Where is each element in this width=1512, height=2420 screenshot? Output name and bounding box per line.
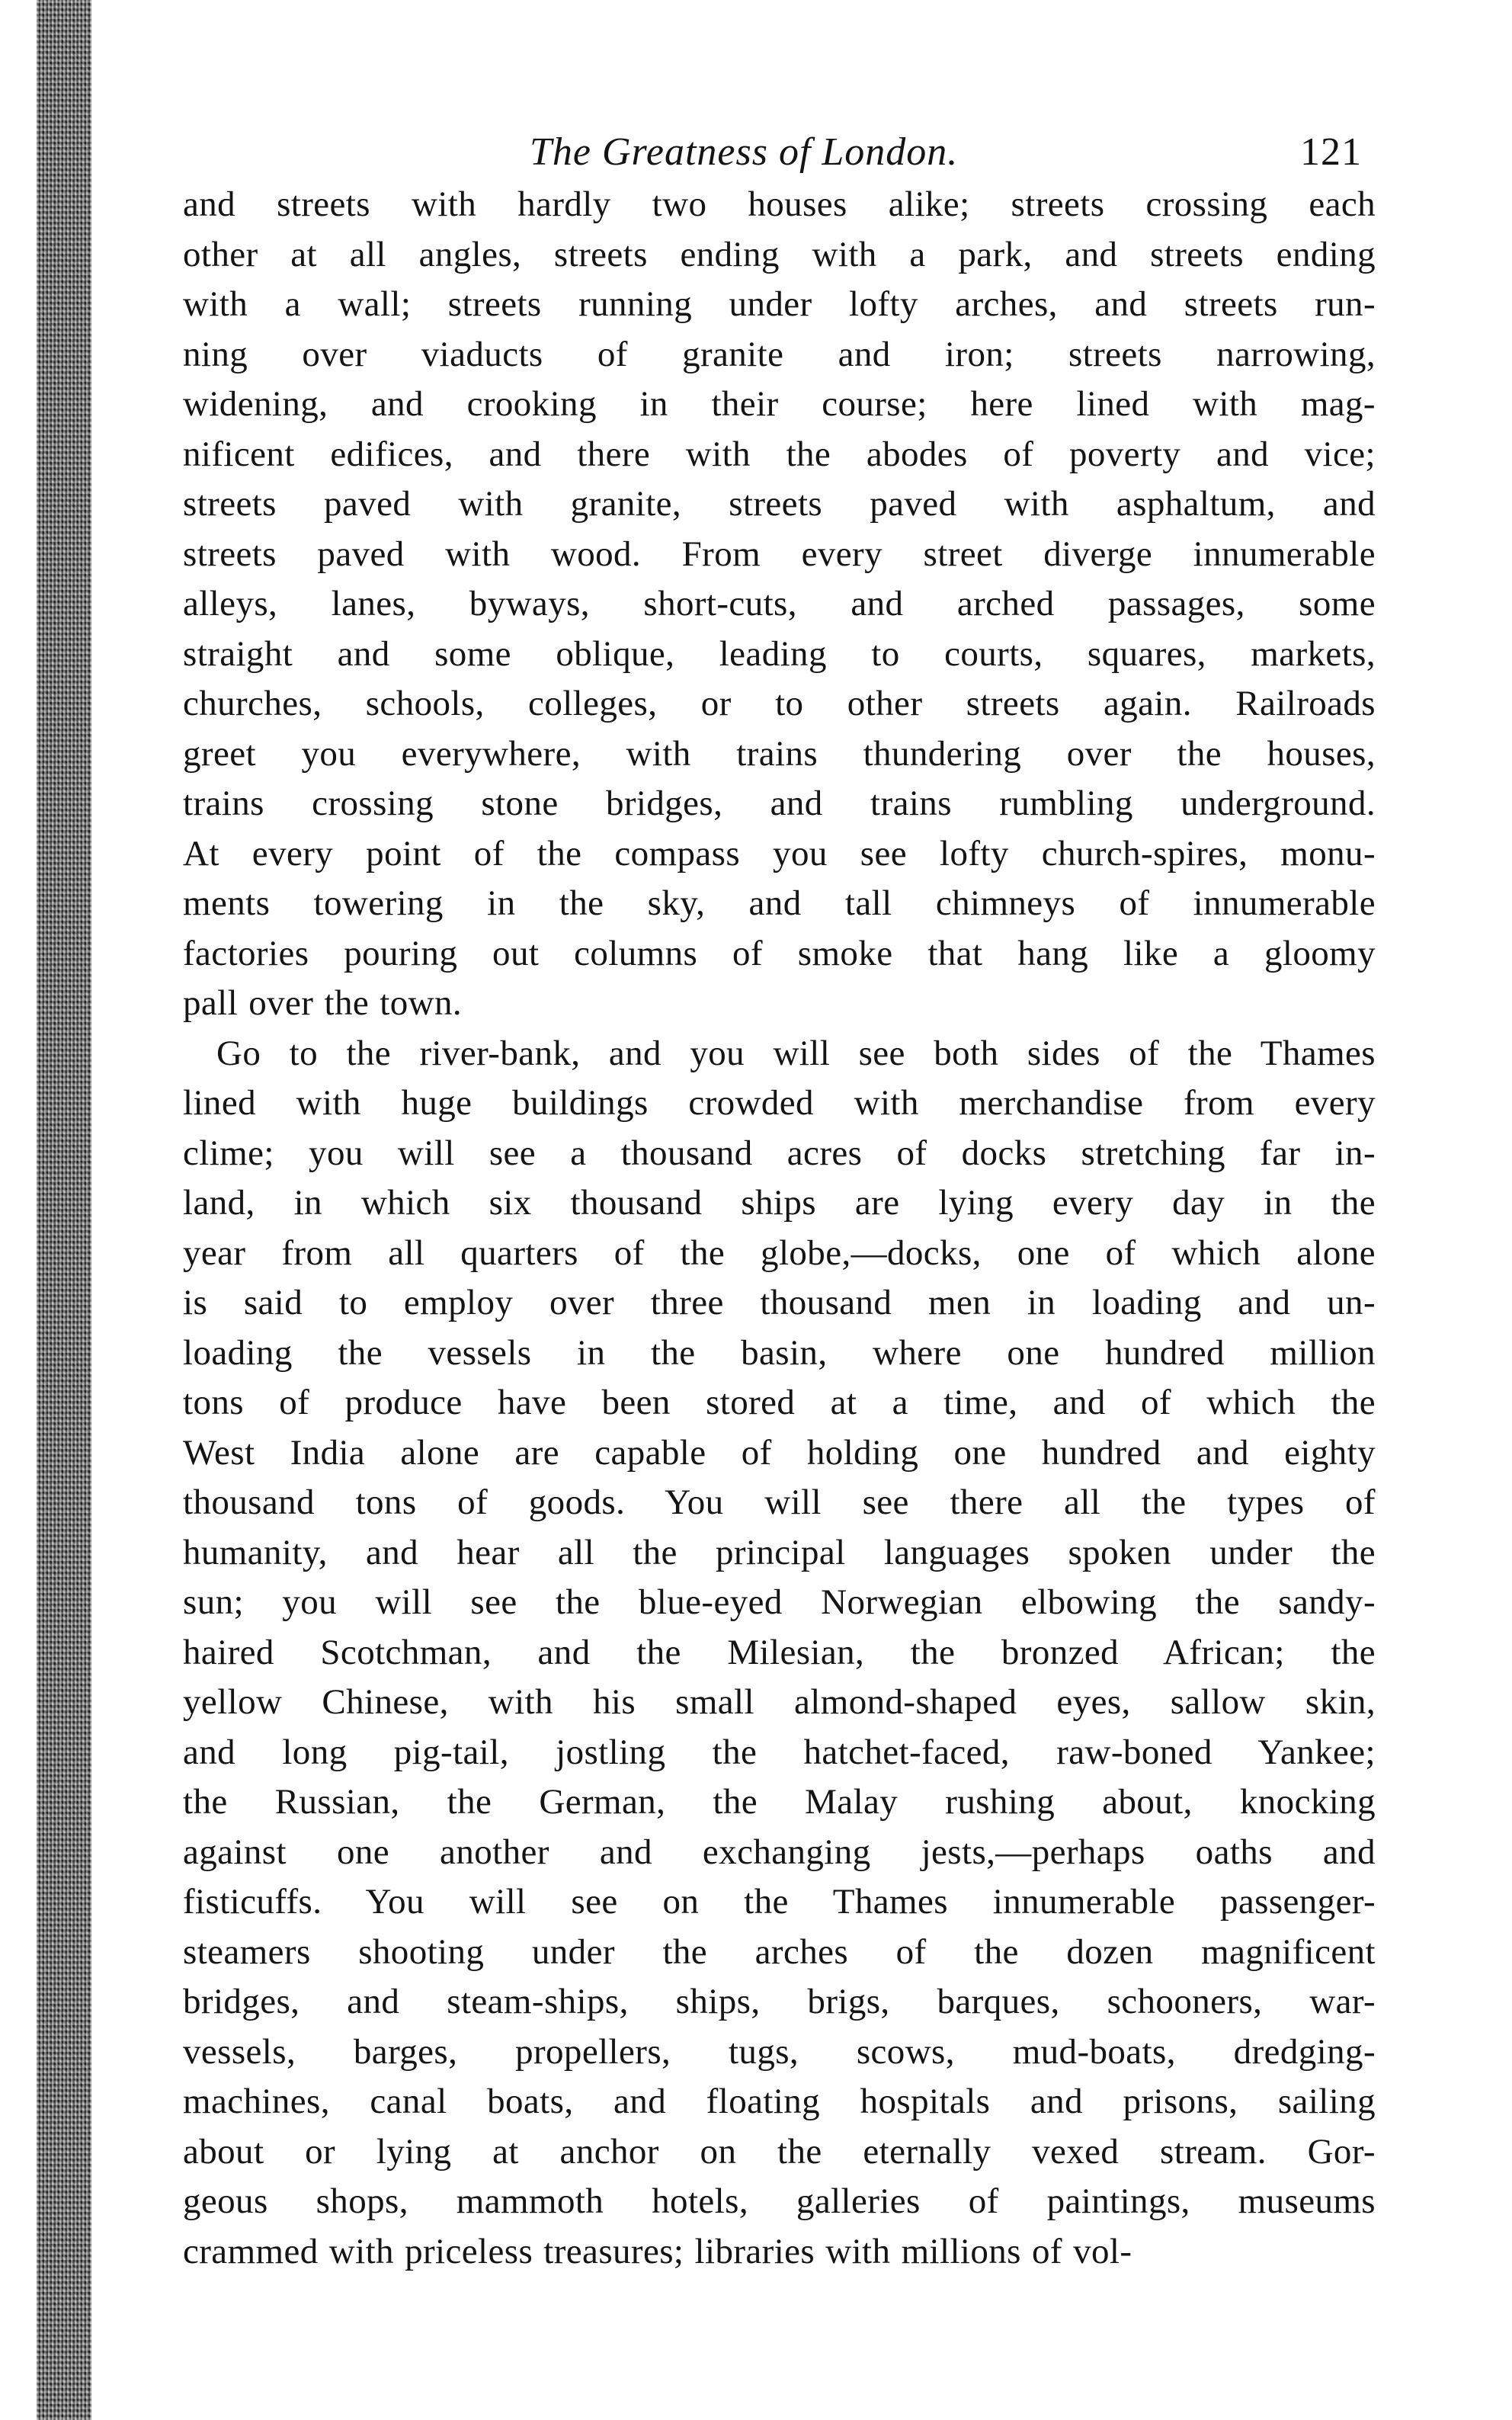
text-line: and streets with hardly two houses alike; streets crossing each xyxy=(183,184,1376,224)
text-line: steamers shooting under the arches of the dozen magnificent xyxy=(183,1931,1376,1972)
text-line: streets paved with granite, streets paved with asphaltum, and xyxy=(183,484,1376,524)
page-number: 121 xyxy=(1300,130,1362,174)
text-line: nificent edifices, and there with the abodes of poverty and vice; xyxy=(183,434,1376,474)
text-line: year from all quarters of the globe,—docks, one of which alone xyxy=(183,1232,1376,1273)
text-line: At every point of the compass you see lofty church-spires, monu- xyxy=(183,833,1376,873)
text-line: the Russian, the German, the Malay rushing about, knocking xyxy=(183,1782,1376,1822)
text-line: fisticuffs. You will see on the Thames innumerable passenger- xyxy=(183,1882,1376,1922)
text-line: pall over the town. xyxy=(183,983,463,1023)
body-text xyxy=(183,180,1376,2277)
text-line: loading the vessels in the basin, where one hundred million xyxy=(183,1332,1376,1373)
paragraph xyxy=(183,1029,1376,2277)
text-line: widening, and crooking in their course; here lined with mag- xyxy=(183,384,1376,424)
text-line: about or lying at anchor on the eternally vexed stream. Gor- xyxy=(183,2131,1376,2172)
text-line: and long pig-tail, jostling the hatchet-faced, raw-boned Yankee; xyxy=(183,1732,1376,1772)
text-line: against one another and exchanging jests,—perhaps oaths and xyxy=(183,1832,1376,1872)
text-line: with a wall; streets running under lofty arches, and streets run- xyxy=(183,284,1376,324)
scanned-page-edge xyxy=(37,0,91,2420)
text-line: thousand tons of goods. You will see there all the types of xyxy=(183,1482,1376,1522)
text-line: geous shops, mammoth hotels, galleries of paintings, museums xyxy=(183,2181,1376,2221)
text-line: sun; you will see the blue-eyed Norwegian elbowing the sandy- xyxy=(183,1582,1376,1622)
text-line: ning over viaducts of granite and iron; streets narrowing, xyxy=(183,334,1376,374)
text-line: bridges, and steam-ships, ships, brigs, barques, schooners, war- xyxy=(183,1982,1376,2021)
text-line: West India alone are capable of holding one hundred and eighty xyxy=(183,1432,1376,1473)
text-line: factories pouring out columns of smoke that hang like a gloomy xyxy=(183,933,1376,973)
text-line: lined with huge buildings crowded with merchandise from every xyxy=(183,1083,1376,1123)
text-line: yellow Chinese, with his small almond-shaped eyes, sallow skin, xyxy=(183,1682,1376,1722)
running-title: The Greatness of London. xyxy=(530,130,959,174)
text-line: clime; you will see a thousand acres of docks stretching far in- xyxy=(183,1133,1376,1173)
book-page xyxy=(183,114,1376,2277)
text-line: tons of produce have been stored at a time, and of which the xyxy=(183,1383,1376,1422)
running-head xyxy=(183,114,1376,175)
text-line: crammed with priceless treasures; libraries with millions of vol- xyxy=(183,2231,1132,2271)
text-line: ments towering in the sky, and tall chimneys of innumerable xyxy=(183,883,1376,923)
text-line: streets paved with wood. From every street diverge innumerable xyxy=(183,534,1376,574)
text-line: vessels, barges, propellers, tugs, scows, mud-boats, dredging- xyxy=(183,2031,1376,2072)
text-line: alleys, lanes, byways, short-cuts, and arched passages, some xyxy=(183,584,1376,623)
text-line: machines, canal boats, and floating hospitals and prisons, sailing xyxy=(183,2082,1376,2121)
text-line: greet you everywhere, with trains thundering over the houses, xyxy=(183,733,1376,774)
text-line: trains crossing stone bridges, and trains rumbling underground. xyxy=(183,784,1376,823)
text-line: Go to the river-bank, and you will see both sides of the Thames xyxy=(216,1033,1376,1073)
text-line: haired Scotchman, and the Milesian, the bronzed African; the xyxy=(183,1632,1376,1672)
text-line: land, in which six thousand ships are lying every day in the xyxy=(183,1183,1376,1223)
text-line: churches, schools, colleges, or to other streets again. Railroads xyxy=(183,684,1376,723)
text-line: other at all angles, streets ending with a park, and streets ending xyxy=(183,234,1376,274)
text-line: straight and some oblique, leading to courts, squares, markets, xyxy=(183,633,1376,674)
paragraph xyxy=(183,180,1376,1029)
text-line: humanity, and hear all the principal languages spoken under the xyxy=(183,1532,1376,1572)
text-line: is said to employ over three thousand men in loading and un- xyxy=(183,1283,1376,1322)
